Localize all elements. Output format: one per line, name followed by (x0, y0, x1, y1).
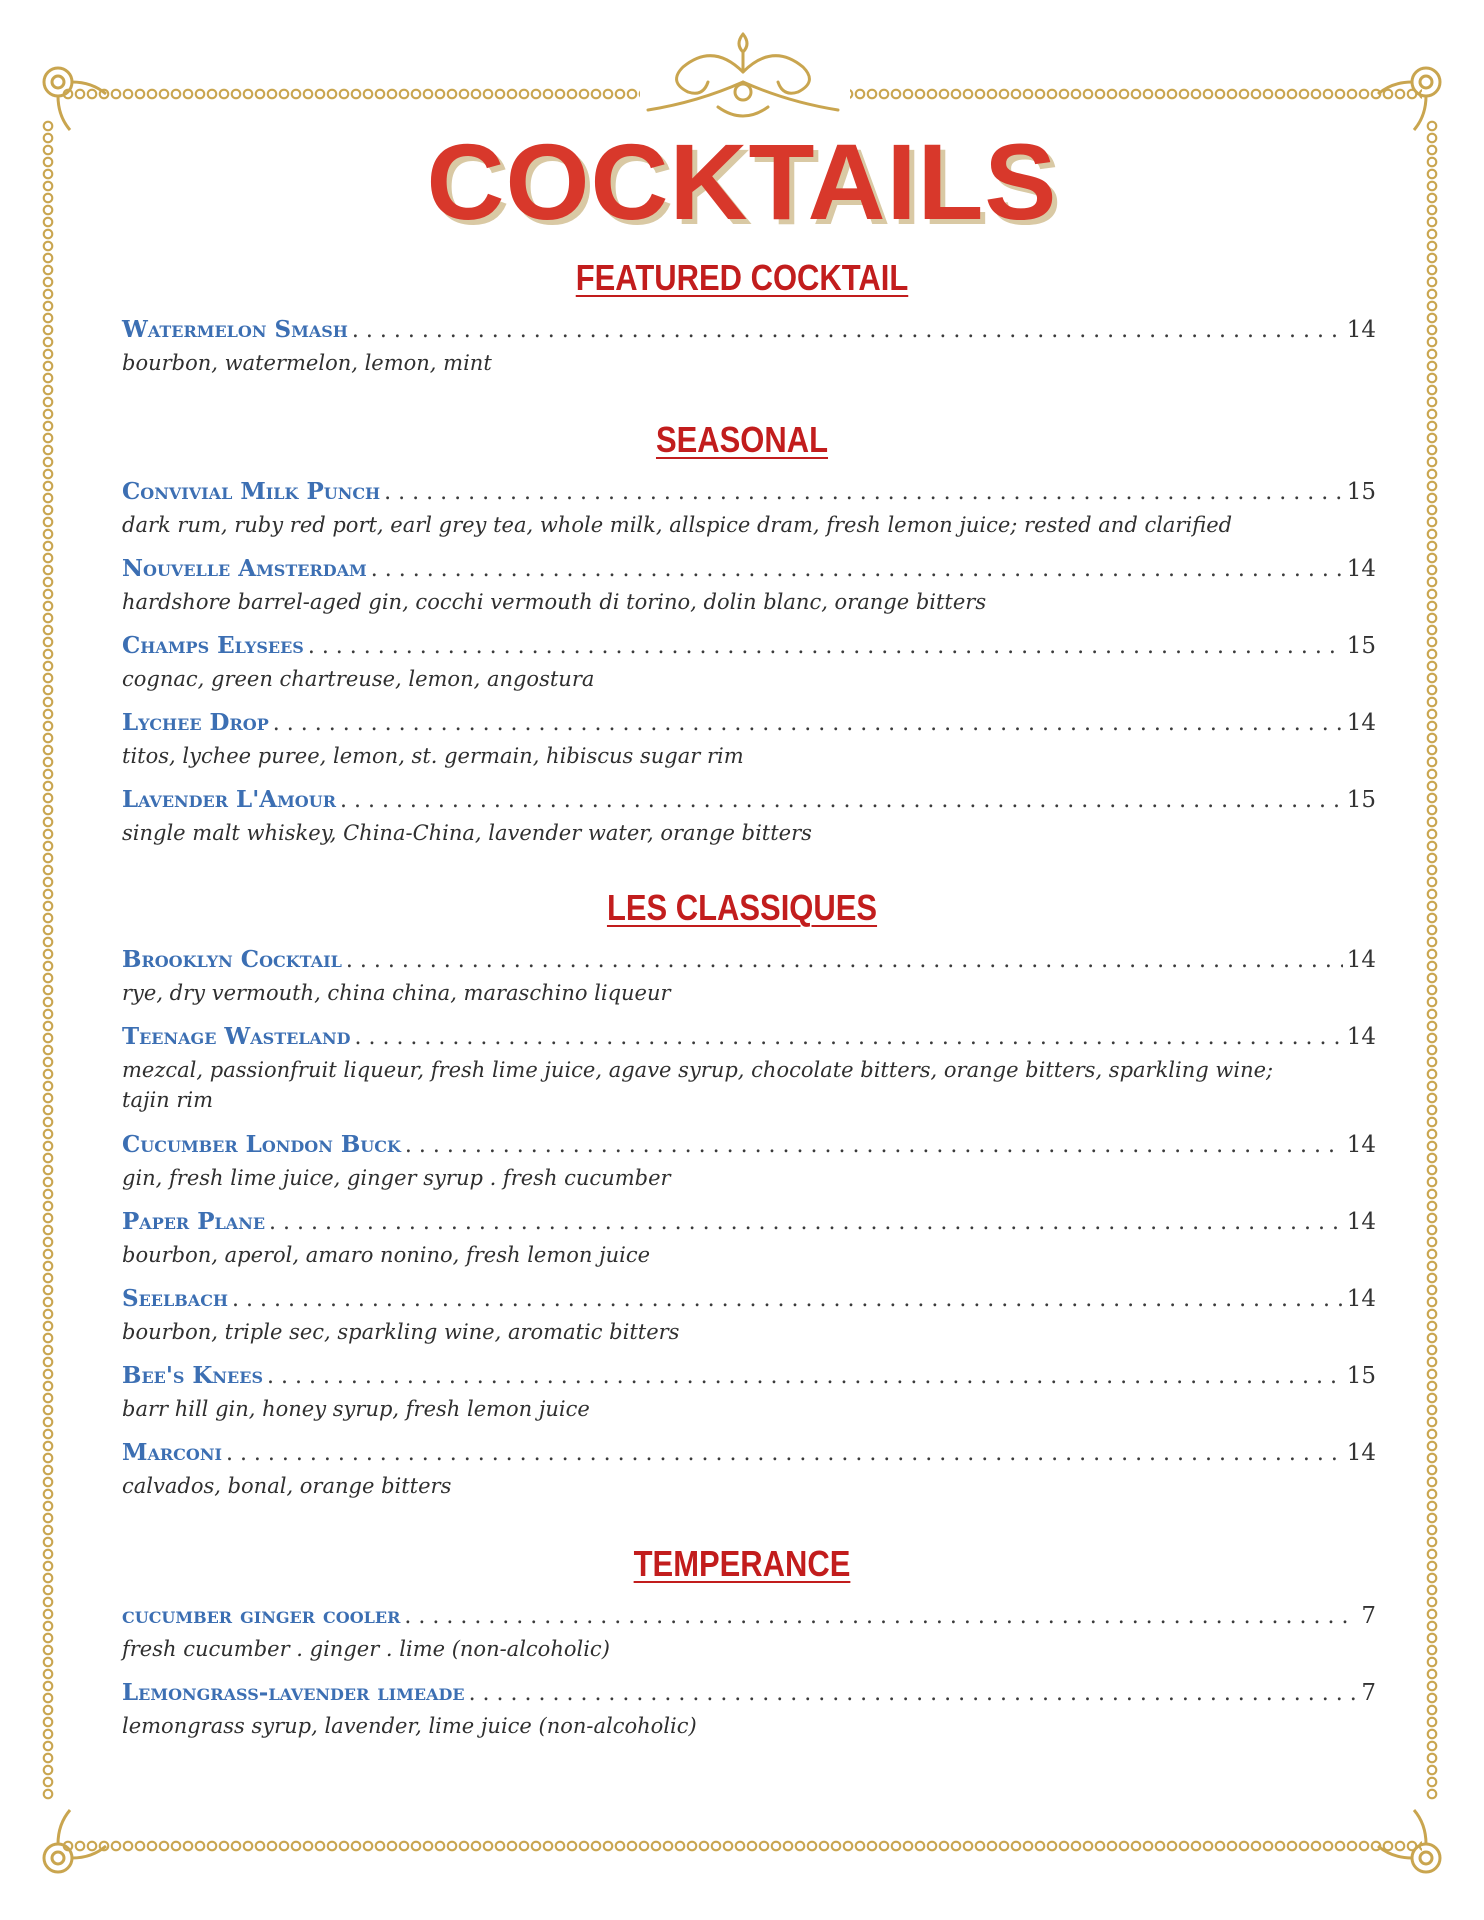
dot-leader (226, 1441, 1343, 1466)
item-price: 15 (1346, 1363, 1376, 1389)
menu-item (122, 1679, 1376, 1741)
item-description: barr hill gin, honey syrup, fresh lemon juice (122, 1397, 590, 1421)
item-description: titos, lychee puree, lemon, st. germain, hibiscus sugar rim (122, 744, 744, 768)
section-heading-les-classiques: LES CLASSIQUES (606, 887, 878, 928)
item-name: Cucumber London Buck (122, 1131, 401, 1158)
item-price: 14 (1346, 710, 1376, 736)
dot-leader (340, 788, 1343, 813)
item-name: Lemongrass-lavender limeade (122, 1679, 465, 1706)
section-heading-seasonal: SEASONAL (655, 419, 829, 460)
menu-item (122, 786, 1376, 848)
item-description: bourbon, triple sec, sparkling wine, aromatic bitters (122, 1320, 680, 1344)
dot-leader (352, 318, 1343, 343)
item-description: dark rum, ruby red port, earl grey tea, whole milk, allspice dram, fresh lemon juice; rested and clarified (122, 513, 1233, 537)
dot-leader (469, 1681, 1358, 1706)
dot-leader (371, 557, 1343, 582)
menu-item (122, 1602, 1376, 1664)
dot-leader (267, 1364, 1343, 1389)
item-name: Watermelon Smash (122, 316, 348, 343)
item-description: hardshore barrel-aged gin, cocchi vermouth di torino, dolin blanc, orange bitters (122, 590, 987, 614)
corner-flourish-icon (1376, 52, 1456, 132)
corner-flourish-icon (28, 1808, 108, 1888)
menu-item (122, 632, 1376, 694)
border-right-beads (1426, 120, 1438, 1800)
item-description: fresh cucumber . ginger . lime (non-alcoholic) (122, 1637, 610, 1661)
menu-item (122, 1362, 1376, 1424)
dot-leader (346, 948, 1343, 973)
dot-leader (269, 1210, 1343, 1235)
item-price: 14 (1346, 947, 1376, 973)
item-price: 14 (1346, 1440, 1376, 1466)
item-description: calvados, bonal, orange bitters (122, 1474, 452, 1498)
dot-leader (308, 634, 1343, 659)
menu-item (122, 316, 1376, 378)
item-price: 14 (1346, 317, 1376, 343)
item-price: 7 (1361, 1680, 1376, 1706)
item-description: cognac, green chartreuse, lemon, angostura (122, 667, 595, 691)
item-name: cucumber ginger cooler (122, 1602, 401, 1629)
item-name: Seelbach (122, 1285, 229, 1312)
menu-item (122, 1208, 1376, 1270)
item-description: mezcal, passionfruit liqueur, fresh lime juice, agave syrup, chocolate bitters, orange bitters, sparkling wine; tajin rim (122, 1058, 1274, 1112)
item-price: 14 (1346, 1209, 1376, 1235)
dot-leader (354, 1025, 1342, 1050)
menu-item (122, 1023, 1376, 1115)
dot-leader (232, 1287, 1343, 1312)
item-name: Brooklyn Cocktail (122, 946, 342, 973)
item-name: Paper Plane (122, 1208, 266, 1235)
corner-flourish-icon (1376, 1808, 1456, 1888)
item-description: bourbon, aperol, amaro nonino, fresh lemon juice (122, 1243, 651, 1267)
item-price: 15 (1346, 479, 1376, 505)
item-name: Lavender L'Amour (122, 786, 336, 813)
item-name: Marconi (122, 1439, 222, 1466)
top-flourish-ornament (638, 22, 848, 132)
item-price: 14 (1346, 1286, 1376, 1312)
dot-leader (404, 1604, 1357, 1629)
item-description: lemongrass syrup, lavender, lime juice (non-alcoholic) (122, 1714, 697, 1738)
item-name: Convivial Milk Punch (122, 478, 381, 505)
dot-leader (405, 1133, 1343, 1158)
item-price: 15 (1346, 633, 1376, 659)
item-price: 7 (1361, 1603, 1376, 1629)
item-name: Champs Elysees (122, 632, 304, 659)
item-price: 14 (1346, 1132, 1376, 1158)
item-description: single malt whiskey, China-China, lavender water, orange bitters (122, 821, 812, 845)
item-description: gin, fresh lime juice, ginger syrup . fresh cucumber (122, 1166, 671, 1190)
corner-flourish-icon (28, 52, 108, 132)
item-name: Teenage Wasteland (122, 1023, 351, 1050)
item-price: 15 (1346, 787, 1376, 813)
item-name: Lychee Drop (122, 709, 269, 736)
menu-item (122, 1131, 1376, 1193)
border-top-beads (62, 88, 1422, 100)
menu-item (122, 946, 1376, 1008)
border-bottom-beads (62, 1840, 1422, 1852)
item-price: 14 (1346, 1024, 1376, 1050)
dot-leader (273, 711, 1343, 736)
menu-title: COCKTAILS (426, 121, 1058, 242)
menu-item (122, 1285, 1376, 1347)
menu-item (122, 478, 1376, 540)
section-heading-temperance: TEMPERANCE (633, 1543, 851, 1584)
menu-item (122, 709, 1376, 771)
menu-item (122, 1439, 1376, 1501)
dot-leader (384, 480, 1343, 505)
border-left-beads (42, 120, 54, 1800)
item-price: 14 (1346, 556, 1376, 582)
menu-item (122, 555, 1376, 617)
section-heading-featured: FEATURED COCKTAIL (575, 257, 909, 298)
item-description: bourbon, watermelon, lemon, mint (122, 351, 492, 375)
item-name: Bee's Knees (122, 1362, 263, 1389)
item-description: rye, dry vermouth, china china, maraschino liqueur (122, 981, 671, 1005)
item-name: Nouvelle Amsterdam (122, 555, 367, 582)
